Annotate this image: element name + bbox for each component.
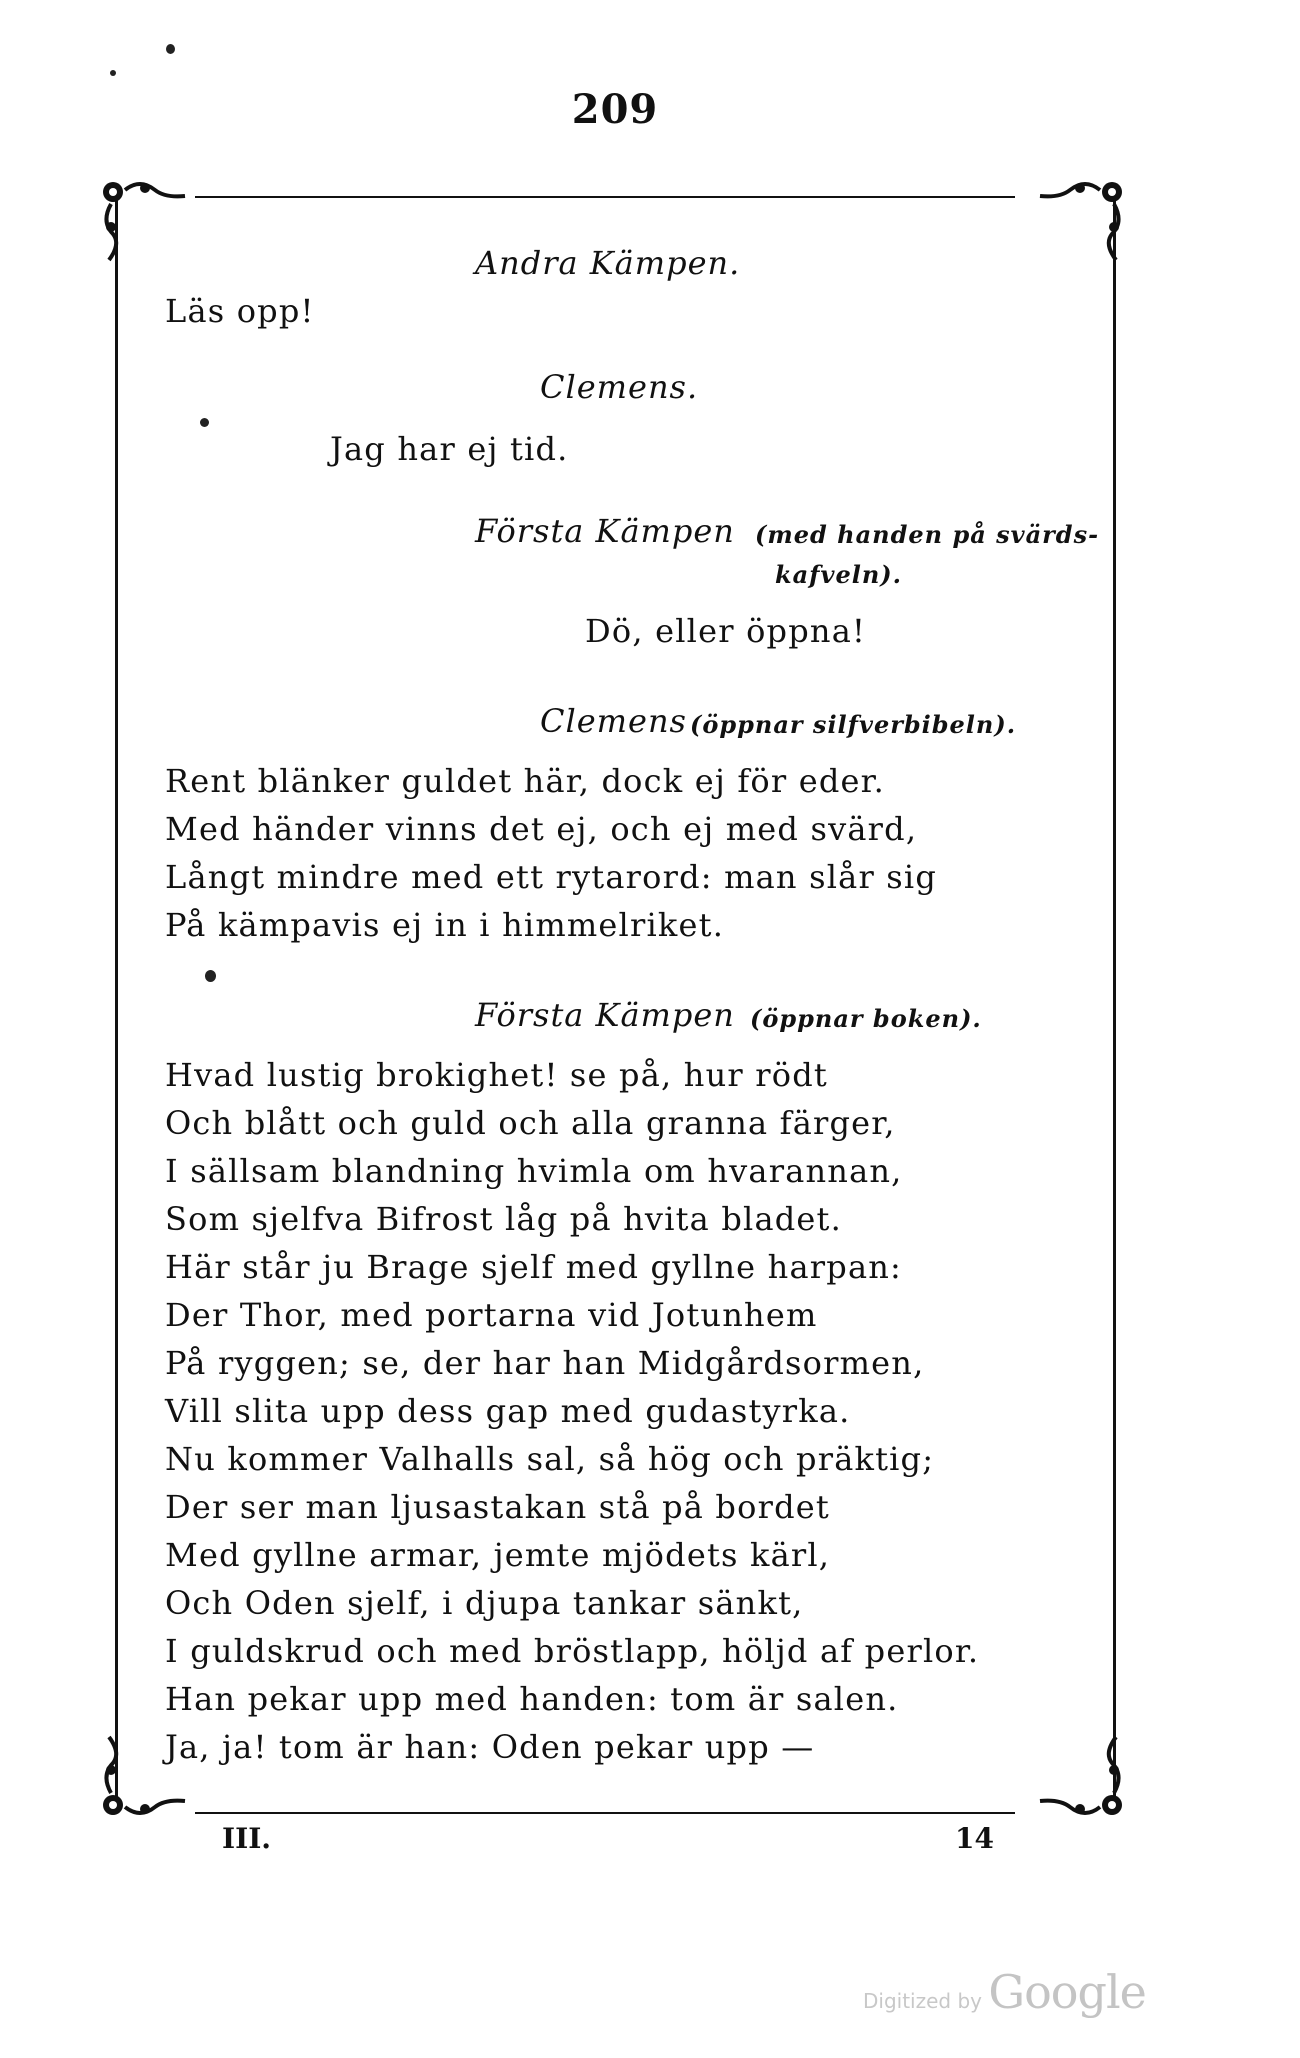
scan-speck (200, 418, 209, 427)
verse-line: Jag har ej tid. (330, 430, 569, 468)
sheet-number: 14 (955, 1822, 994, 1855)
verse-line: Långt mindre med ett rytarord: man slår sig (165, 858, 938, 896)
stage-direction: (med handen på svärds- (755, 520, 1100, 549)
verse-line: Och Oden sjelf, i djupa tankar sänkt, (165, 1584, 804, 1622)
verse-line: Der ser man ljusastakan stå på bordet (165, 1488, 830, 1526)
stage-direction-continued: kafveln). (775, 560, 902, 589)
verse-line: Med gyllne armar, jemte mjödets kärl, (165, 1536, 831, 1574)
verse-line: Med händer vinns det ej, och ej med svärd, (165, 810, 918, 848)
verse-line: Och blått och guld och alla granna färger, (165, 1104, 896, 1142)
watermark-prefix: Digitized by (863, 1989, 982, 2013)
corner-ornament-top-left (95, 172, 195, 262)
speaker-name: Första Kämpen (475, 996, 735, 1034)
verse-line: Vill slita upp dess gap med gudastyrka. (165, 1392, 851, 1430)
verse-line: Ja, ja! tom är han: Oden pekar upp — (165, 1728, 815, 1766)
speaker-name: Andra Kämpen. (475, 244, 741, 282)
verse-line: Han pekar upp med handen: tom är salen. (165, 1680, 899, 1718)
verse-line: På kämpavis ej in i himmelriket. (165, 906, 725, 944)
verse-line: På ryggen; se, der har han Midgårdsormen, (165, 1344, 925, 1382)
speaker-name: Clemens (540, 702, 687, 740)
verse-line: I guldskrud och med bröstlapp, höljd af perlor. (165, 1632, 980, 1670)
scan-speck (166, 44, 175, 54)
frame-top-rule (195, 196, 1015, 198)
corner-ornament-top-right (1030, 172, 1130, 262)
verse-line: Här står ju Brage sjelf med gyllne harpan: (165, 1248, 903, 1286)
verse-line: Rent blänker guldet här, dock ej för eder. (165, 762, 886, 800)
frame-bottom-rule (195, 1812, 1015, 1814)
digitized-watermark (863, 1965, 1146, 2019)
stage-direction: (öppnar silfverbibeln). (690, 710, 1017, 739)
verse-line: Läs opp! (165, 292, 315, 330)
verse-line: Som sjelfva Bifrost låg på hvita bladet. (165, 1200, 842, 1238)
scan-speck (110, 70, 116, 76)
verse-line: I sällsam blandning hvimla om hvarannan, (165, 1152, 903, 1190)
speaker-name: Första Kämpen (475, 512, 735, 550)
scan-speck (205, 970, 216, 982)
page-number: 209 (571, 86, 659, 133)
verse-line: Hvad lustig brokighet! se på, hur rödt (165, 1056, 828, 1094)
verse-line: Der Thor, med portarna vid Jotunhem (165, 1296, 818, 1334)
watermark-brand: Google (988, 1965, 1146, 2019)
verse-line: Dö, eller öppna! (585, 612, 867, 650)
corner-ornament-bottom-right (1030, 1735, 1130, 1825)
stage-direction: (öppnar boken). (750, 1004, 982, 1033)
verse-line: Nu kommer Valhalls sal, så hög och präktig; (165, 1440, 935, 1478)
speaker-name: Clemens. (540, 368, 699, 406)
signature-mark: III. (222, 1822, 272, 1855)
